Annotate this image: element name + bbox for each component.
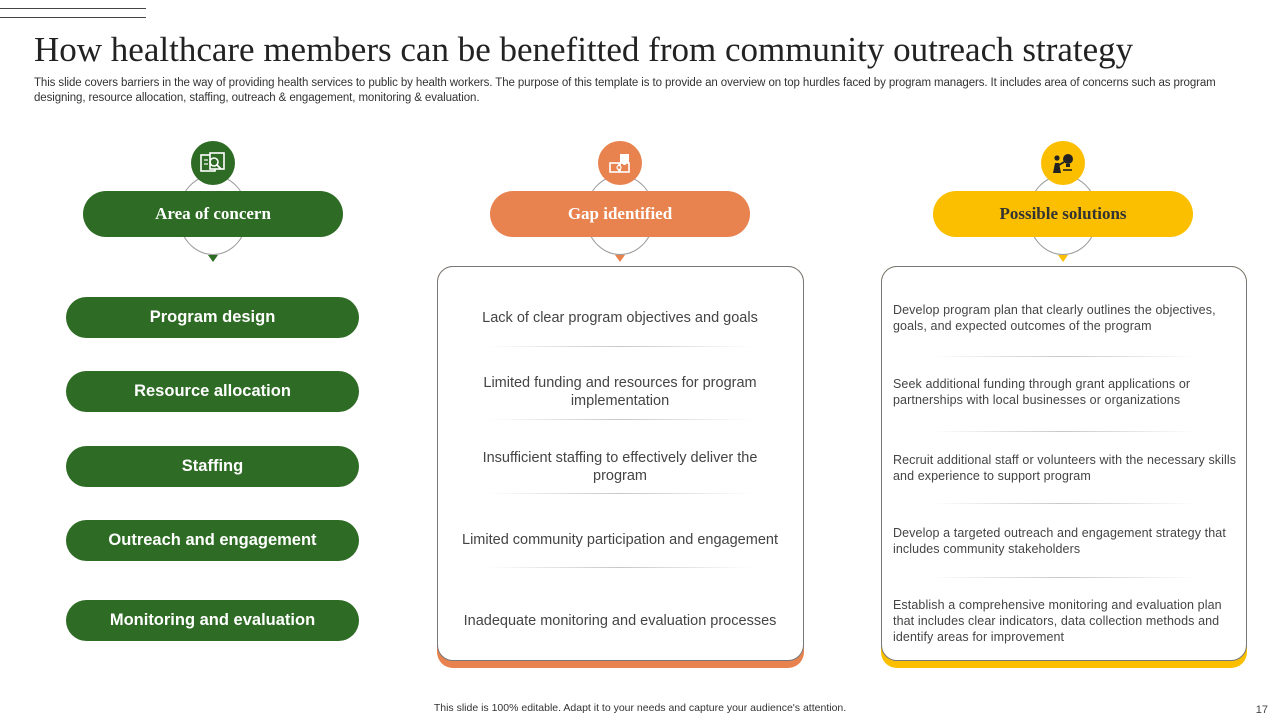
divider [931,356,1197,357]
divider [487,567,753,568]
divider [931,431,1197,432]
gap-item: Inadequate monitoring and evaluation processes [463,613,777,629]
solutions-header-label: Possible solutions [933,191,1193,237]
gap-item: Limited community participation and engagement [462,532,778,548]
magnifier-document-icon [191,141,235,185]
down-arrow-icon [1058,255,1068,262]
page-title: How healthcare members can be benefitted from community outreach strategy [34,30,1134,69]
divider [487,346,753,347]
down-arrow-icon [615,255,625,262]
person-idea-icon [1041,141,1085,185]
solutions-header [933,141,1193,271]
concern-item: Program design [66,297,359,338]
solution-item: Develop a targeted outreach and engagement strategy that includes community stakeholders [893,526,1226,556]
divider [931,577,1197,578]
page-subtitle: This slide covers barriers in the way of providing health services to public by health workers. The purpose of this template is to provide an overview on top hurdles faced by program managers. It includes area of concerns such as program designing, resource allocation, staffing, outreach & engagement, monitoring & evaluation. [34,77,1216,104]
gap-header [490,141,750,271]
solutions-panel [881,266,1247,668]
concern-header [83,141,343,271]
gap-header-label: Gap identified [490,191,750,237]
puzzle-icon [598,141,642,185]
solution-item: Recruit additional staff or volunteers with the necessary skills and experience to support program [893,453,1237,483]
concern-header-label: Area of concern [83,191,343,237]
solution-item: Seek additional funding through grant applications or partnerships with local businesses or organizations [893,377,1191,407]
down-arrow-icon [208,255,218,262]
decorative-lines [0,8,146,26]
gap-item: Limited funding and resources for program implementation [483,375,757,409]
concern-item: Outreach and engagement [66,520,359,561]
concern-item: Resource allocation [66,371,359,412]
solution-item: Develop program plan that clearly outlines the objectives, goals, and expected outcomes of the program [893,303,1216,333]
divider [487,419,753,420]
concern-item: Monitoring and evaluation [66,600,359,641]
concern-item: Staffing [66,446,359,487]
gap-panel [437,266,804,668]
divider [931,503,1197,504]
gap-item: Lack of clear program objectives and goals [482,310,758,326]
page-number: 17 [1255,704,1268,716]
footer-note: This slide is 100% editable. Adapt it to your needs and capture your audience's attention. [433,702,847,714]
solution-item: Establish a comprehensive monitoring and evaluation plan that includes clear indicators, data collection methods and identify areas for improvement [893,598,1222,644]
divider [487,493,753,494]
gap-item: Insufficient staffing to effectively deliver the program [482,450,758,484]
